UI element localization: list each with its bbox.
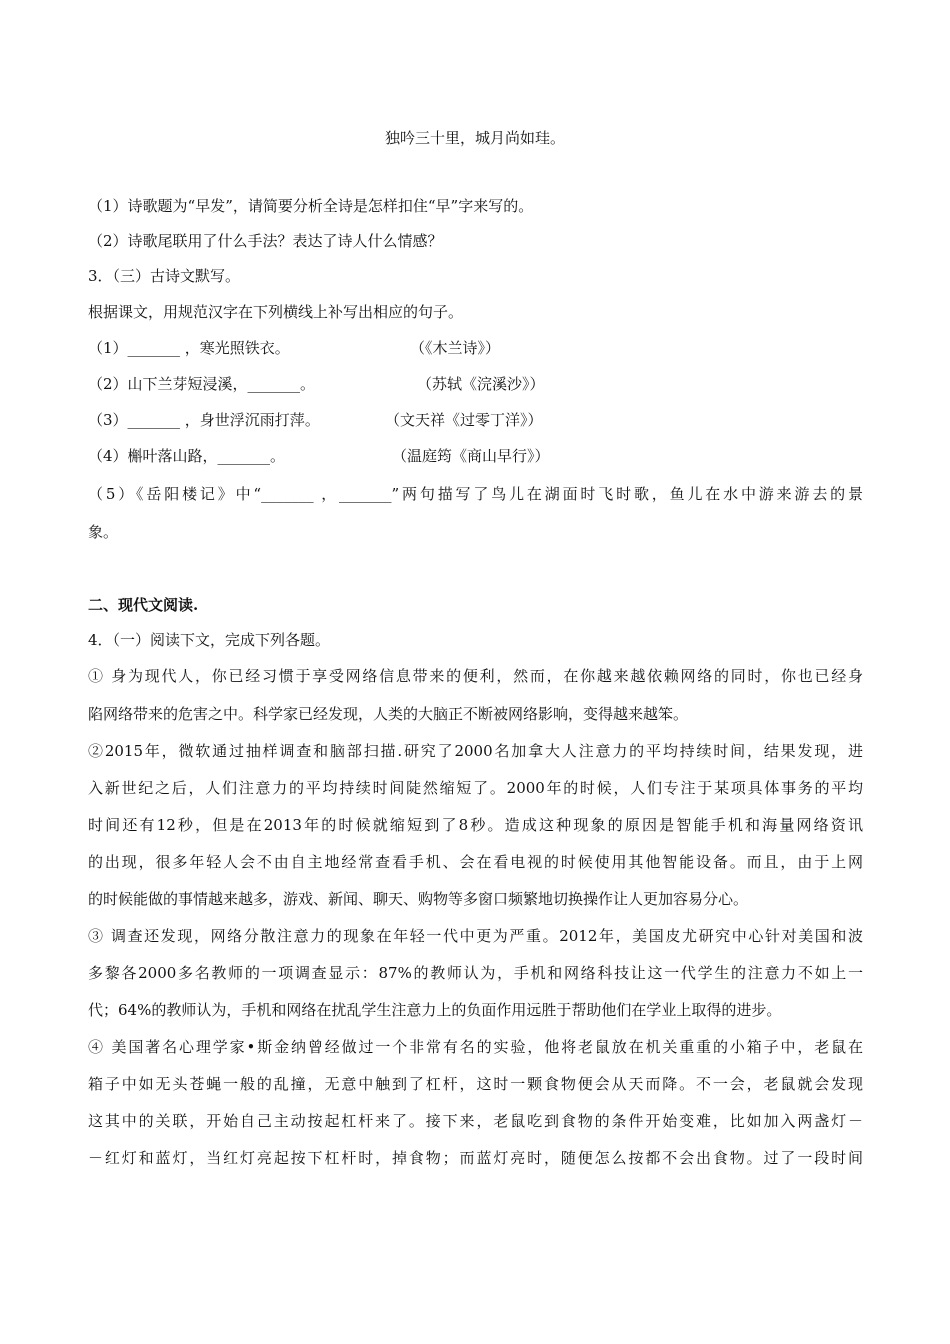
passage-line: ④ 美国著名心理学家•斯金纳曾经做过一个非常有名的实验，他将老鼠放在机关重重的小箱子中，老鼠在 xyxy=(88,1038,863,1056)
question-4-header: 4．（一）阅读下文，完成下列各题。 xyxy=(88,631,331,649)
recitation-item-1-source: （《木兰诗》） xyxy=(410,339,501,357)
question-2-sub-2: （2）诗歌尾联用了什么手法？表达了诗人什么情感？ xyxy=(88,232,443,250)
passage-line: 箱子中如无头苍蝇一般的乱撞，无意中触到了杠杆，这时一颗食物便会从天而降。不一会，老鼠就会发现 xyxy=(88,1075,863,1093)
question-3-instruction: 根据课文，用规范汉字在下列横线上补写出相应的句子。 xyxy=(88,303,464,321)
question-3-header: 3．（三）古诗文默写。 xyxy=(88,267,241,285)
recitation-item-3: （3）_______ ，身世浮沉雨打萍。 xyxy=(88,411,320,429)
section-2-title: 二、现代文阅读. xyxy=(88,596,199,614)
poem-tail-line: 独吟三十里，城月尚如珪。 xyxy=(384,129,565,147)
passage-line: 的时候能做的事情越来越多，游戏、新闻、聊天、购物等多窗口频繁地切换操作让人更加容易分心。 xyxy=(88,890,749,908)
passage-line: 陷网络带来的危害之中。科学家已经发现，人类的大脑正不断被网络影响，变得越来越笨。 xyxy=(88,705,689,723)
recitation-item-4-source: （温庭筠《商山早行》） xyxy=(392,447,550,465)
passage-line: 代；64%的教师认为，手机和网络在扰乱学生注意力上的负面作用远胜于帮助他们在学业上取得的进步。 xyxy=(88,1001,782,1019)
passage-line: 这其中的关联，开始自己主动按起杠杆来了。接下来，老鼠吃到食物的条件开始变难，比如加入两盏灯－ xyxy=(88,1112,863,1130)
recitation-item-3-source: （文天祥《过零丁洋》） xyxy=(385,411,543,429)
passage-line: ②2015年，微软通过抽样调查和脑部扫描.研究了2000名加拿大人注意力的平均持续时间，结果发现，进 xyxy=(88,742,863,760)
passage-line: ① 身为现代人，你已经习惯于享受网络信息带来的便利，然而，在你越来越依赖网络的同时，你也已经身 xyxy=(88,667,863,685)
recitation-item-4: （4）槲叶落山路，_______。 xyxy=(88,447,286,465)
recitation-item-5-line-2: 象。 xyxy=(88,523,119,541)
passage-line: －红灯和蓝灯，当红灯亮起按下杠杆时，掉食物；而蓝灯亮时，随便怎么按都不会出食物。过了一段时间 xyxy=(88,1149,863,1167)
passage-line: 多黎各2000多名教师的一项调查显示：87%的教师认为，手机和网络科技让这一代学生的注意力不如上一 xyxy=(88,964,863,982)
passage-line: 入新世纪之后，人们注意力的平均持续时间陡然缩短了。2000年的时候，人们专注于某项具体事务的平均 xyxy=(88,779,863,797)
passage-line: 的出现，很多年轻人会不由自主地经常查看手机、会在看电视的时候使用其他智能设备。而且，由于上网 xyxy=(88,853,863,871)
passage-line: 时间还有12秒，但是在2013年的时候就缩短到了8秒。造成这种现象的原因是智能手机和海量网络资讯 xyxy=(88,816,863,834)
recitation-item-2: （2）山下兰芽短浸溪，_______。 xyxy=(88,375,316,393)
passage-line: ③ 调查还发现，网络分散注意力的现象在年轻一代中更为严重。2012年，美国皮尤研究中心针对美国和波 xyxy=(88,927,863,945)
question-2-sub-1: （1）诗歌题为“早发”，请简要分析全诗是怎样扣住“早”字来写的。 xyxy=(88,197,534,215)
recitation-item-5-line-1: （5）《岳阳楼记》中“_______ ，_______”两句描写了鸟儿在湖面时飞时歌，鱼儿在水中游来游去的景 xyxy=(88,485,863,503)
recitation-item-1: （1）_______ ，寒光照铁衣。 xyxy=(88,339,290,357)
recitation-item-2-source: （苏轼《浣溪沙》） xyxy=(417,375,545,393)
